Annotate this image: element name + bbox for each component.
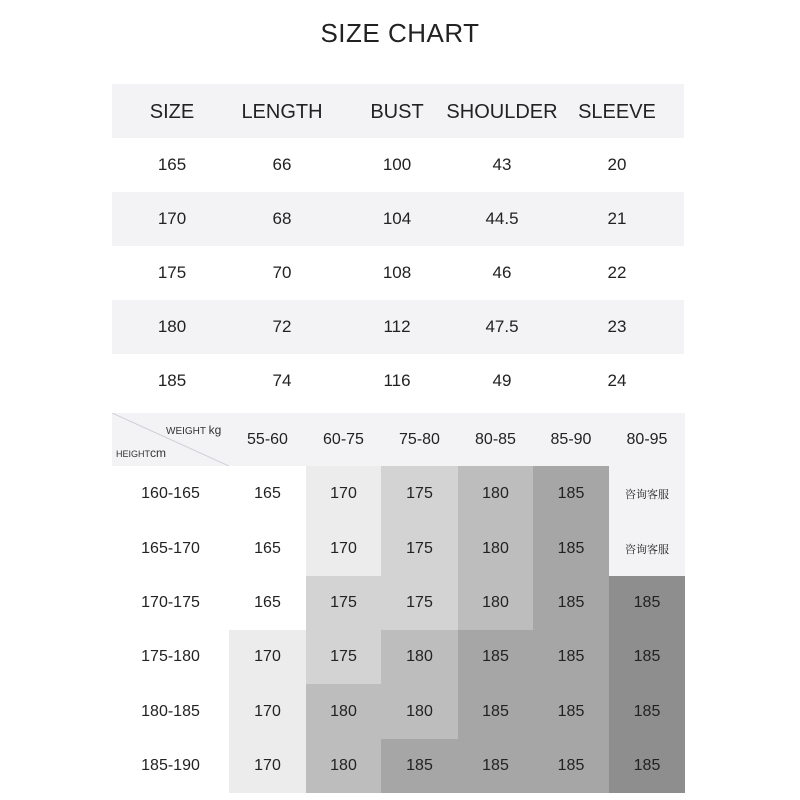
length-cell: 72 — [272, 317, 292, 336]
size-cell: 180 — [157, 317, 187, 336]
consult-service-cell: 咨询客服 — [609, 522, 685, 576]
consult-service-cell: 咨询客服 — [609, 466, 685, 522]
size-cell: 180 — [306, 684, 381, 739]
size-cell: 170 — [229, 630, 306, 684]
sleeve-cell: 23 — [607, 317, 627, 336]
weight-range-header: 80-95 — [609, 413, 685, 466]
bust-cell: 108 — [382, 263, 412, 282]
length-cell: 66 — [272, 155, 292, 174]
size-cell: 185 — [533, 576, 609, 630]
size-cell: 185 — [609, 576, 685, 630]
size-cell: 185 — [157, 371, 187, 390]
header-bust: BUST — [370, 101, 424, 123]
length-cell: 74 — [272, 371, 292, 390]
size-cell: 165 — [157, 155, 187, 174]
size-cell: 185 — [381, 739, 458, 793]
size-cell: 185 — [533, 522, 609, 576]
header-sleeve: SLEEVE — [578, 101, 656, 123]
page-title: SIZE CHART — [320, 18, 480, 48]
size-cell: 170 — [229, 739, 306, 793]
size-cell: 185 — [609, 739, 685, 793]
header-size: SIZE — [149, 101, 195, 123]
header-shoulder: SHOULDER — [446, 101, 558, 123]
size-cell: 170 — [229, 684, 306, 739]
size-cell: 185 — [533, 739, 609, 793]
size-cell: 170 — [157, 209, 187, 228]
measurement-table — [112, 84, 684, 408]
size-cell: 185 — [609, 684, 685, 739]
size-cell: 175 — [157, 263, 187, 282]
size-cell: 180 — [381, 684, 458, 739]
sleeve-cell: 22 — [607, 263, 627, 282]
table-row — [112, 192, 684, 246]
weight-axis-label — [166, 423, 221, 437]
size-cell: 185 — [458, 630, 533, 684]
length-cell: 68 — [272, 209, 292, 228]
size-cell: 180 — [306, 739, 381, 793]
size-cell: 185 — [533, 684, 609, 739]
size-cell: 175 — [306, 576, 381, 630]
size-cell: 185 — [533, 466, 609, 522]
height-range-header: 180-185 — [112, 684, 229, 739]
height-axis-label — [116, 446, 166, 460]
size-cell: 180 — [458, 466, 533, 522]
sleeve-cell: 20 — [607, 155, 627, 174]
height-range-header: 165-170 — [112, 522, 229, 576]
shoulder-cell: 49 — [492, 371, 512, 390]
weight-range-header: 75-80 — [381, 413, 458, 466]
height-label: HEIGHT — [116, 449, 151, 459]
shoulder-cell: 43 — [492, 155, 512, 174]
weight-unit: kg — [208, 423, 222, 437]
height-range-header: 175-180 — [112, 630, 229, 684]
shoulder-cell: 46 — [492, 263, 512, 282]
size-cell: 185 — [458, 739, 533, 793]
size-cell: 165 — [229, 576, 306, 630]
sleeve-cell: 24 — [607, 371, 627, 390]
size-cell: 180 — [381, 630, 458, 684]
weight-range-header: 85-90 — [533, 413, 609, 466]
size-cell: 175 — [381, 522, 458, 576]
size-cell: 175 — [381, 466, 458, 522]
size-cell: 185 — [458, 684, 533, 739]
size-cell: 180 — [458, 522, 533, 576]
size-cell: 165 — [229, 466, 306, 522]
measurement-header-row — [112, 84, 684, 138]
height-range-header: 170-175 — [112, 576, 229, 630]
corner-header — [112, 413, 229, 466]
size-cell: 170 — [306, 466, 381, 522]
header-length: LENGTH — [241, 101, 323, 123]
weight-range-header: 80-85 — [458, 413, 533, 466]
bust-cell: 100 — [382, 155, 412, 174]
height-unit: cm — [150, 446, 167, 460]
height-range-header: 185-190 — [112, 739, 229, 793]
size-cell: 175 — [381, 576, 458, 630]
bust-cell: 104 — [382, 209, 412, 228]
sleeve-cell: 21 — [607, 209, 627, 228]
size-cell: 180 — [458, 576, 533, 630]
length-cell: 70 — [272, 263, 292, 282]
bust-cell: 116 — [383, 371, 411, 390]
table-row — [112, 246, 684, 300]
size-cell: 185 — [533, 630, 609, 684]
weight-label: WEIGHT — [166, 426, 206, 437]
table-row — [112, 138, 684, 192]
height-range-header: 160-165 — [112, 466, 229, 522]
table-row — [112, 354, 684, 408]
weight-range-header: 60-75 — [306, 413, 381, 466]
size-cell: 170 — [306, 522, 381, 576]
weight-range-header: 55-60 — [229, 413, 306, 466]
shoulder-cell: 44.5 — [485, 209, 519, 228]
table-row — [112, 300, 684, 354]
bust-cell: 112 — [383, 317, 411, 336]
recommendation-table — [112, 413, 685, 793]
size-cell: 165 — [229, 522, 306, 576]
shoulder-cell: 47.5 — [485, 317, 519, 336]
size-cell: 175 — [306, 630, 381, 684]
size-cell: 185 — [609, 630, 685, 684]
